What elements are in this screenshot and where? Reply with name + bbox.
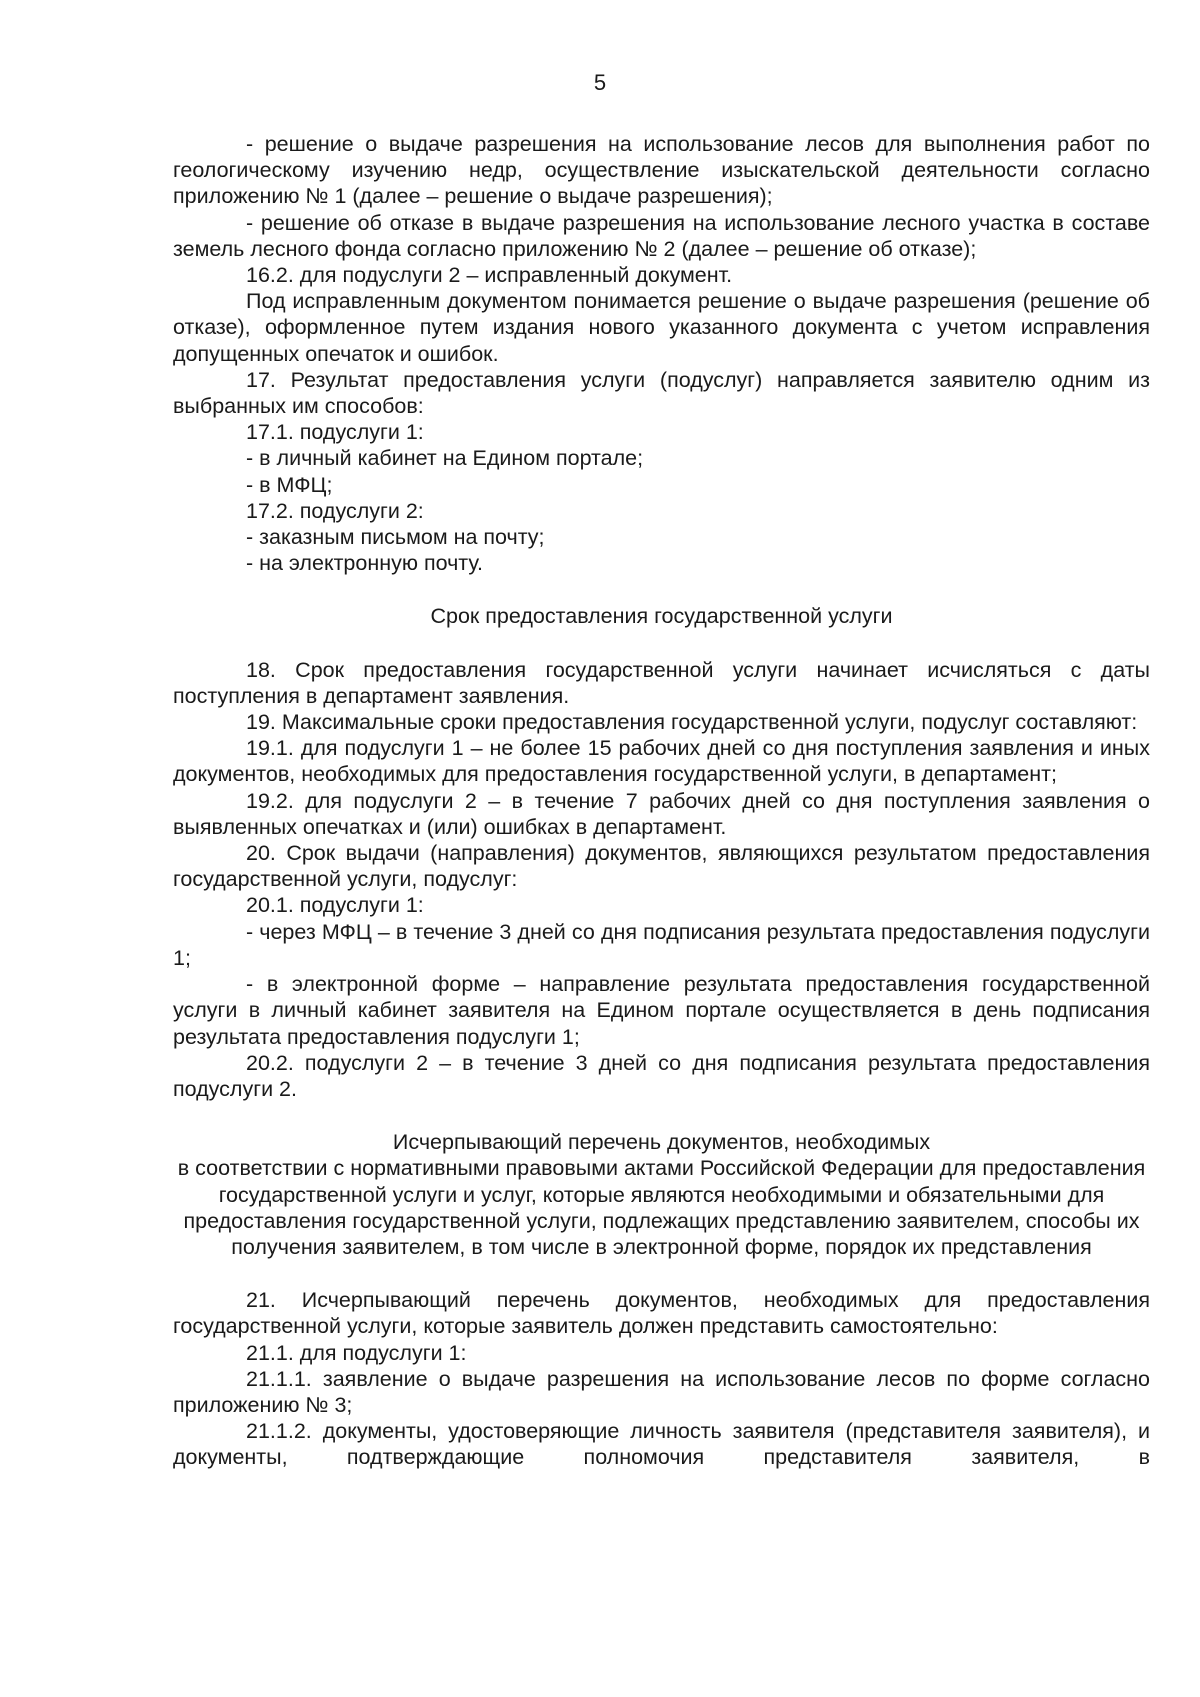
paragraph: 21.1.1. заявление о выдаче разрешения на использование лесов по форме согласно приложению № 3; <box>173 1366 1150 1417</box>
paragraph: Под исправленным документом понимается решение о выдаче разрешения (решение об отказе), оформленное путем издания нового указанного документа с учетом исправления допущенных опечаток и ошибок. <box>173 289 1150 366</box>
section-heading: Срок предоставления государственной услуги <box>430 604 893 629</box>
paragraph: - в электронной форме – направление результата предоставления государственной услуги в личный кабинет заявителя на Едином портале осуществляется в день подписания результата предоставления подуслуги 1; <box>173 972 1150 1049</box>
paragraph: 21. Исчерпывающий перечень документов, необходимых для предоставления государственной услуги, которые заявитель должен представить самостоятельно: <box>173 1288 1150 1339</box>
paragraph: 19.2. для подуслуги 2 – в течение 7 рабочих дней со дня поступления заявления о выявленных опечатках и (или) ошибках в департамент. <box>173 788 1150 839</box>
paragraph: - решение о выдаче разрешения на использование лесов для выполнения работ по геологическому изучению недр, осуществление изыскательской деятельности согласно приложению № 1 (далее – решение о выдаче разрешения); <box>173 132 1150 209</box>
paragraph: - через МФЦ – в течение 3 дней со дня подписания результата предоставления подуслуги 1; <box>173 919 1150 970</box>
page-number: 5 <box>593 70 607 95</box>
paragraph: 16.2. для подуслуги 2 – исправленный документ. <box>246 263 733 288</box>
section-heading: Исчерпывающий перечень документов, необходимых в соответствии с нормативными правовыми актами Российской Федерации для предоставления государственной услуги и услуг, которые являются необходимыми и обязательными для предоставления государственной услуги, подлежащих представлению заявителем, способы их получения заявителем, в том числе в электронной форме, порядок их представления <box>177 1130 1146 1259</box>
paragraph: 20. Срок выдачи (направления) документов, являющихся результатом предоставления государственной услуги, подуслуг: <box>173 841 1150 892</box>
paragraph: - решение об отказе в выдаче разрешения на использование лесного участка в составе земель лесного фонда согласно приложению № 2 (далее – решение об отказе); <box>173 210 1150 261</box>
paragraph: 18. Срок предоставления государственной услуги начинает исчисляться с даты поступления в департамент заявления. <box>173 657 1150 708</box>
paragraph: 21.1.2. документы, удостоверяющие личность заявителя (представителя заявителя), и документы, подтверждающие полномочия представителя заявителя, в <box>173 1419 1150 1470</box>
paragraph: 17.1. подуслуги 1: <box>246 420 424 445</box>
paragraph: - в МФЦ; <box>246 472 333 497</box>
document-body <box>173 131 1150 1471</box>
paragraph: 19. Максимальные сроки предоставления государственной услуги, подуслуг составляют: <box>246 710 1138 735</box>
paragraph: 21.1. для подуслуги 1: <box>246 1340 467 1365</box>
paragraph: 20.2. подуслуги 2 – в течение 3 дней со дня подписания результата предоставления подуслуги 2. <box>173 1050 1150 1101</box>
paragraph: 17. Результат предоставления услуги (подуслуг) направляется заявителю одним из выбранных им способов: <box>173 367 1150 419</box>
paragraph: 17.2. подуслуги 2: <box>246 498 424 523</box>
paragraph: - в личный кабинет на Едином портале; <box>246 446 644 471</box>
paragraph: - на электронную почту. <box>246 551 483 576</box>
paragraph: 20.1. подуслуги 1: <box>246 893 424 918</box>
paragraph: - заказным письмом на почту; <box>246 525 545 550</box>
paragraph: 19.1. для подуслуги 1 – не более 15 рабочих дней со дня поступления заявления и иных документов, необходимых для предоставления государственной услуги, в департамент; <box>173 736 1150 787</box>
